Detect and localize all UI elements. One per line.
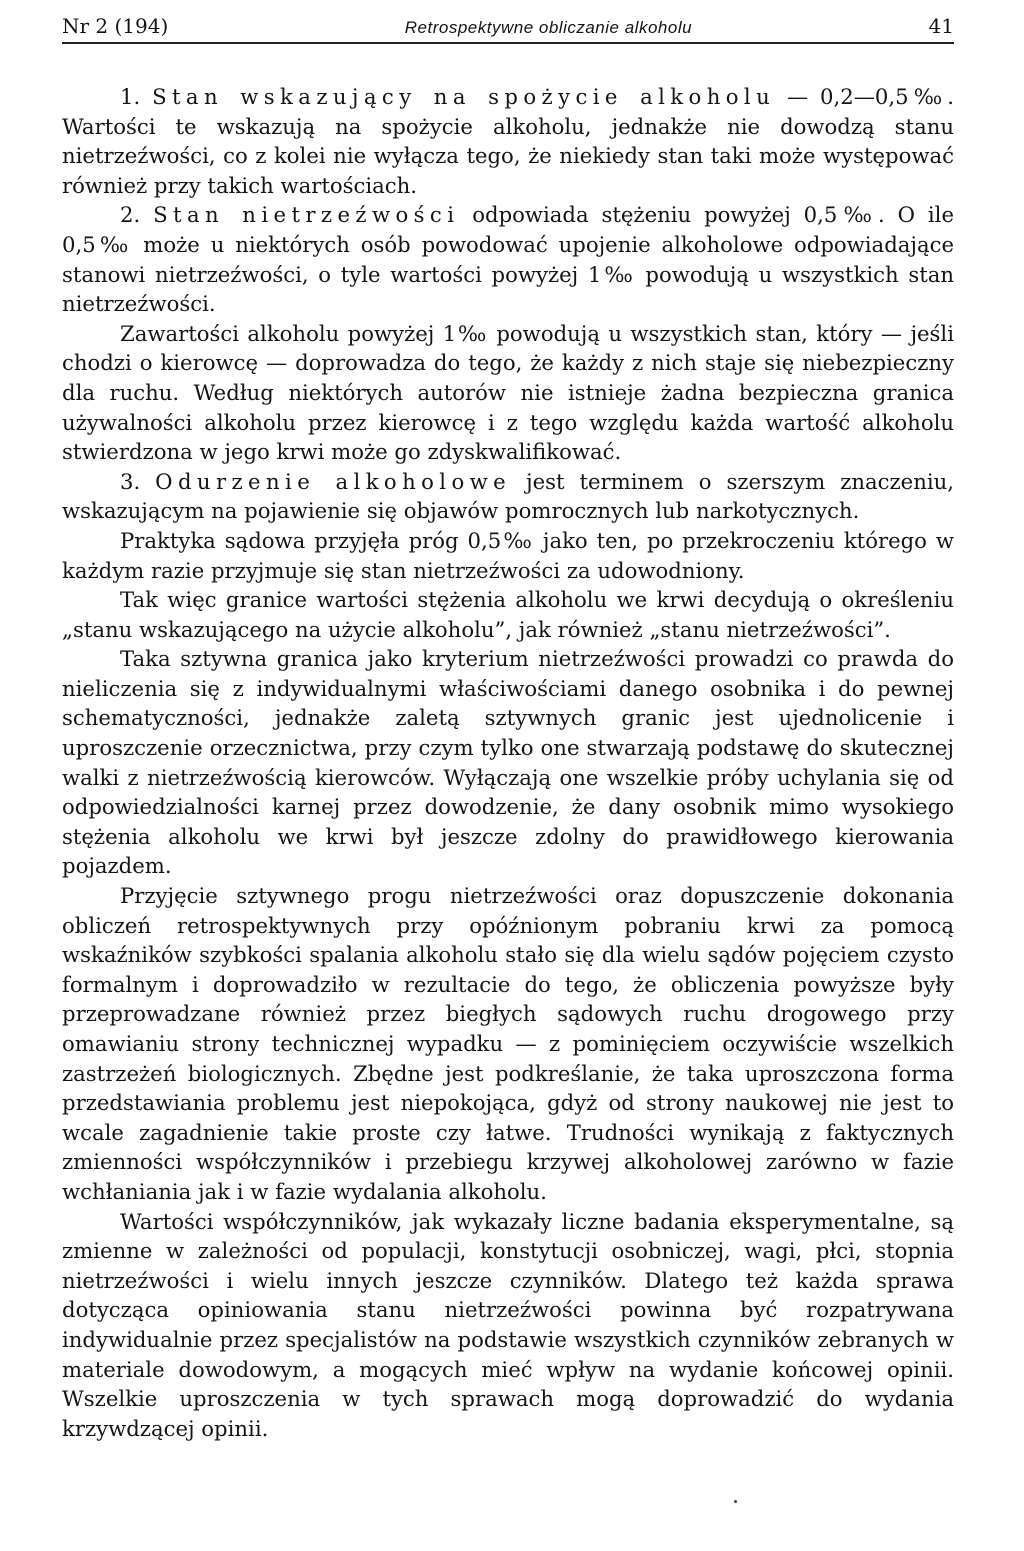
- paragraph-6: Tak więc granice wartości stężenia alkoholu we krwi decydują o określeniu „stanu wskazującego na użycie alkoholu”, jak również „stanu nietrzeźwości”.: [62, 587, 954, 642]
- defined-term: Stan wskazujący na spożycie alkoholu: [152, 84, 776, 109]
- running-title: Retrospektywne obliczanie alkoholu: [404, 18, 693, 37]
- article-body: [62, 82, 954, 1443]
- paragraph-5: Praktyka sądowa przyjęła próg 0,5‰ jako ten, po przekroczeniu którego w każdym razie przyjmuje się stan nietrzeźwości za udowodniony.: [62, 527, 954, 583]
- paragraph-2: [62, 200, 954, 318]
- issue-number: Nr 2 (194): [62, 14, 169, 38]
- paragraph-number: 1.: [120, 84, 141, 109]
- page-number: 41: [928, 14, 954, 38]
- paragraph-text: jest terminem o szerszym znaczeniu, wskazującym na pojawienie się objawów pomrocznych lub narkotycznych.: [62, 468, 955, 524]
- paragraph-4: [62, 467, 954, 526]
- paragraph-text: — 0,2—0,5‰. Wartości te wskazują na spożycie alkoholu, jednakże nie dowodzą stanu nietrzeźwości, co z kolei nie wyłącza tego, że niekiedy stan taki może występować również przy takich wartościach.: [62, 84, 954, 198]
- paragraph-3: Zawartości alkoholu powyżej 1‰ powodują u wszystkich stan, który — jeśli chodzi o kierowcę — doprowadza do tego, że każdy z nich staje się niebezpieczny dla ruchu. Według niektórych autorów nie istnieje żadna bezpieczna granica używalności alkoholu przez kierowcę i z tego względu każda wartość alkoholu stwierdzona w jego krwi może go zdyskwalifikować.: [62, 320, 954, 465]
- paragraph-7: Taka sztywna granica jako kryterium nietrzeźwości prowadzi co prawda do nieliczenia się z indywidualnymi właściwościami danego osobnika i do pewnej schematyczności, jednakże zaletą sztywnych granic jest ujednolicenie i uproszczenie orzecznictwa, przy czym tylko one stwarzają podstawę do skutecznej walki z nietrzeźwością kierowców. Wyłączają one wszelkie próby uchylania się od odpowiedzialności karnej przez dowodzenie, że dany osobnik mimo wysokiego stężenia alkoholu we krwi był jeszcze zdolny do prawidłowego kierowania pojazdem.: [62, 646, 954, 879]
- paragraph-1: [62, 82, 954, 200]
- defined-term: Stan nietrzeźwości: [153, 202, 460, 228]
- paragraph-text: odpowiada stężeniu powyżej 0,5‰. O ile 0,5‰ może u niektórych osób powodować upojenie alkoholowe odpowiadające stanowi nietrzeźwości, o tyle wartości powyżej 1‰ powodują u wszystkich stan nietrzeźwości.: [62, 202, 954, 317]
- print-speck: [734, 1500, 737, 1503]
- running-header: [62, 14, 954, 44]
- paragraph-8: Przyjęcie sztywnego progu nietrzeźwości oraz dopuszczenie dokonania obliczeń retrospektywnych przy opóźnionym pobraniu krwi za pomocą wskaźników szybkości spalania alkoholu stało się dla wielu sądów pojęciem czysto formalnym i doprowadziło w rezultacie do tego, że obliczenia powyższe były przeprowadzane również przez biegłych sądowych ruchu drogowego przy omawianiu strony technicznej wypadku — z pominięciem oczywiście wszelkich zastrzeżeń biologicznych. Zbędne jest podkreślanie, że taka uproszczona forma przedstawiania problemu jest niepokojąca, gdyż od strony naukowej nie jest to wcale zagadnienie takie proste czy łatwe. Trudności wynikają z faktycznych zmienności współczynników i przebiegu krzywej alkoholowej zarówno w fazie wchłaniania jak i w fazie wydalania alkoholu.: [62, 883, 954, 1204]
- paragraph-number: 2.: [120, 202, 141, 228]
- defined-term: Odurzenie alkoholowe: [155, 468, 512, 494]
- journal-page: [62, 14, 954, 1443]
- paragraph-9: Wartości współczynników, jak wykazały liczne badania eksperymentalne, są zmienne w zależności od populacji, konstytucji osobniczej, wagi, płci, stopnia nietrzeźwości i wielu innych jeszcze czynników. Dlatego też każda sprawa dotycząca opiniowania stanu nietrzeźwości powinna być rozpatrywana indywidualnie przez specjalistów na podstawie wszystkich czynników zebranych w materiale dowodowym, a mogących mieć wpływ na wydanie końcowej opinii. Wszelkie uproszczenia w tych sprawach mogą doprowadzić do wydania krzywdzącej opinii.: [62, 1208, 954, 1441]
- paragraph-number: 3.: [120, 468, 141, 494]
